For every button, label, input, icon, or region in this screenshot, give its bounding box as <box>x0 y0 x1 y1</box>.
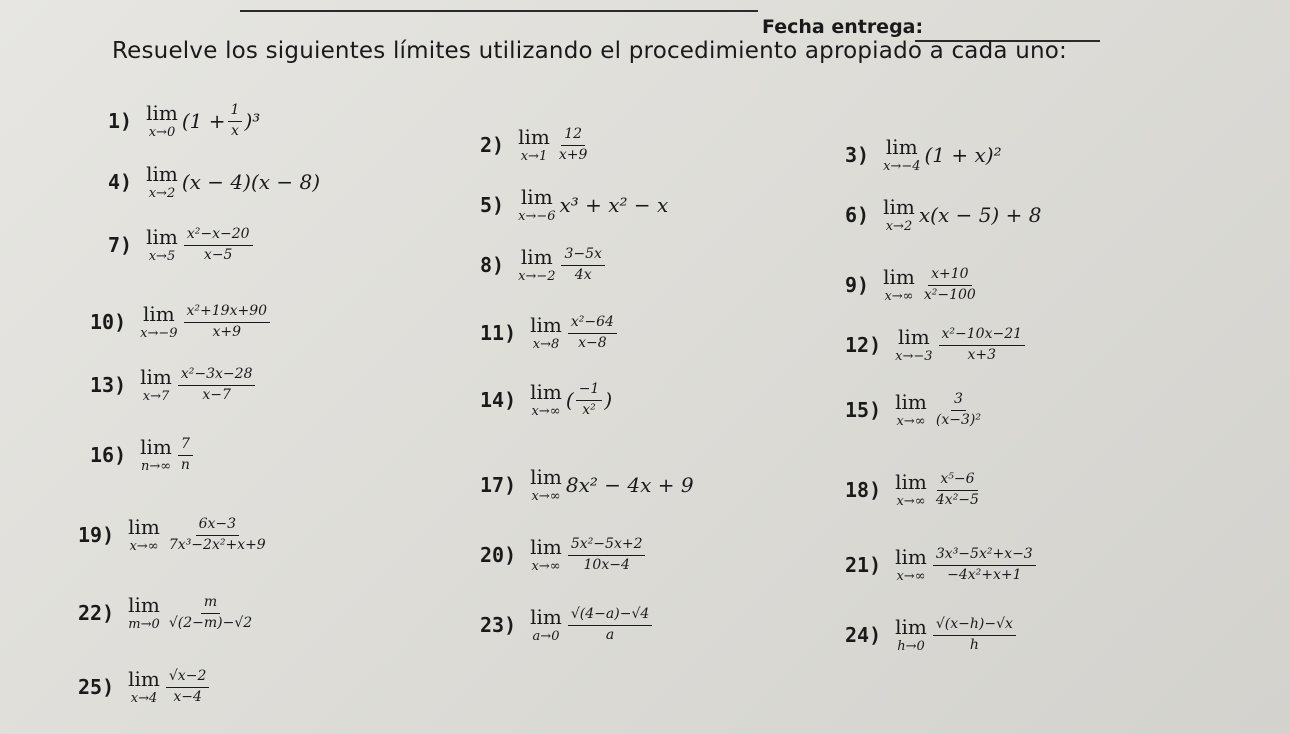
problem-number: 19) <box>78 523 115 547</box>
fraction <box>178 437 193 473</box>
limit-approach: x→∞ <box>531 489 561 504</box>
problem-number: 13) <box>90 373 127 397</box>
fraction <box>939 327 1026 363</box>
denominator: x−7 <box>202 386 231 403</box>
lim-word: lim <box>883 265 915 289</box>
limit-approach: x→∞ <box>129 539 159 554</box>
numerator: x²−3x−28 <box>178 367 256 385</box>
lim-word: lim <box>146 101 178 125</box>
limit-expression <box>931 392 986 428</box>
lim-word: lim <box>140 365 172 389</box>
numerator: m <box>201 595 220 613</box>
limit-expression <box>919 267 981 303</box>
limit-operator <box>895 327 932 363</box>
limit-operator <box>530 315 562 351</box>
limit-expression <box>164 669 211 705</box>
limit-approach: x→8 <box>532 337 560 352</box>
fraction <box>184 304 271 340</box>
limit-expression <box>937 327 1028 363</box>
fraction <box>228 103 243 139</box>
limit-expression <box>566 382 612 418</box>
limit-approach: x→0 <box>148 125 176 140</box>
denominator: x² <box>582 401 596 418</box>
limit-operator <box>518 247 555 283</box>
limit-problem-16 <box>90 420 195 490</box>
denominator: h <box>969 636 979 653</box>
limit-problem-25 <box>78 652 211 722</box>
fraction <box>568 537 646 573</box>
problem-number: 17) <box>480 473 517 497</box>
limit-operator <box>128 669 160 705</box>
fraction <box>921 267 979 303</box>
expression-text: ( <box>565 388 574 412</box>
limit-approach: x→−3 <box>895 349 933 364</box>
limit-problem-12 <box>845 310 1027 380</box>
limit-expression <box>924 143 1001 167</box>
problem-number: 10) <box>90 310 127 334</box>
problem-number: 15) <box>845 398 882 422</box>
problem-number: 4) <box>108 170 133 194</box>
limit-expression <box>176 437 195 473</box>
limit-expression <box>919 203 1042 227</box>
numerator: x+10 <box>928 267 971 285</box>
problem-number: 23) <box>480 613 517 637</box>
lim-word: lim <box>146 225 178 249</box>
limit-approach: h→0 <box>897 639 925 654</box>
denominator: a <box>605 626 615 643</box>
fraction <box>561 247 604 283</box>
numerator: x²−64 <box>568 315 617 333</box>
numerator: 12 <box>561 127 585 145</box>
problem-number: 16) <box>90 443 127 467</box>
problem-number: 7) <box>108 233 133 257</box>
limit-problem-4 <box>108 147 320 217</box>
fraction <box>933 392 984 428</box>
lim-word: lim <box>142 302 175 326</box>
limit-approach: x→4 <box>130 691 158 706</box>
numerator: 3 <box>951 392 966 410</box>
limit-operator <box>895 472 927 508</box>
limit-problem-21 <box>845 530 1038 600</box>
denominator: x+9 <box>212 323 242 340</box>
limit-expression <box>182 103 260 139</box>
limit-problem-7 <box>108 210 255 280</box>
lim-word: lim <box>530 313 562 337</box>
problem-number: 3) <box>845 143 870 167</box>
problem-number: 12) <box>845 333 882 357</box>
problem-number: 8) <box>480 253 505 277</box>
limit-approach: x→∞ <box>884 289 914 304</box>
numerator: √x−2 <box>166 669 209 687</box>
numerator: −1 <box>576 382 603 400</box>
numerator: √(4−a)−√4 <box>568 607 652 625</box>
limit-operator <box>140 437 172 473</box>
expression-text: x(x − 5) + 8 <box>918 203 1042 227</box>
denominator: x²−100 <box>923 286 976 303</box>
limit-expression <box>559 193 668 217</box>
limit-operator <box>146 164 178 200</box>
numerator: x²−x−20 <box>184 227 253 245</box>
fraction <box>568 607 652 643</box>
limit-operator <box>530 382 562 418</box>
lim-word: lim <box>518 125 550 149</box>
fraction <box>933 472 982 508</box>
limit-approach: x→∞ <box>896 569 926 584</box>
denominator: n <box>180 456 190 473</box>
limit-problem-1 <box>108 86 260 156</box>
limit-problem-22 <box>78 578 257 648</box>
lim-word: lim <box>530 535 562 559</box>
limit-expression <box>182 227 255 263</box>
numerator: x²−10x−21 <box>939 327 1026 345</box>
limit-problem-24 <box>845 600 1018 670</box>
lim-word: lim <box>885 135 918 159</box>
limit-problem-8 <box>480 230 607 300</box>
problem-number: 25) <box>78 675 115 699</box>
limit-operator <box>883 197 915 233</box>
expression-text: )³ <box>244 109 261 133</box>
problem-number: 21) <box>845 553 882 577</box>
denominator: x−5 <box>203 246 233 263</box>
lim-word: lim <box>895 615 927 639</box>
fraction <box>166 517 269 553</box>
numerator: √(x−h)−√x <box>933 617 1016 635</box>
lim-word: lim <box>128 515 160 539</box>
fraction <box>178 367 256 403</box>
numerator: x²+19x+90 <box>184 304 271 322</box>
limit-approach: x→−2 <box>518 269 556 284</box>
limit-problem-11 <box>480 298 619 368</box>
problem-number: 20) <box>480 543 517 567</box>
limit-problem-19 <box>78 500 271 570</box>
limit-expression <box>931 617 1018 653</box>
problem-number: 11) <box>480 321 517 345</box>
denominator: (x−3)² <box>935 411 981 428</box>
fraction <box>576 382 603 418</box>
limit-problem-6 <box>845 180 1041 250</box>
problem-number: 18) <box>845 478 882 502</box>
fraction <box>933 547 1036 583</box>
problem-number: 9) <box>845 273 870 297</box>
expression-text: ) <box>604 388 613 412</box>
limit-approach: a→0 <box>532 629 560 644</box>
lim-word: lim <box>520 245 553 269</box>
limit-operator <box>128 595 160 631</box>
limit-operator <box>128 517 160 553</box>
lim-word: lim <box>146 162 178 186</box>
limit-expression <box>559 247 606 283</box>
limit-expression <box>164 517 271 553</box>
limit-operator <box>895 547 927 583</box>
lim-word: lim <box>883 195 915 219</box>
denominator: 10x−4 <box>583 556 630 573</box>
fraction <box>166 669 209 705</box>
limit-operator <box>530 467 562 503</box>
denominator: −4x²+x+1 <box>947 566 1022 583</box>
limit-problem-18 <box>845 455 984 525</box>
limit-problem-14 <box>480 365 612 435</box>
limit-approach: x→2 <box>148 186 176 201</box>
numerator: 3−5x <box>561 247 604 265</box>
fraction <box>184 227 253 263</box>
expression-text: (x − 4)(x − 8) <box>181 170 321 194</box>
limit-operator <box>140 304 177 340</box>
numerator: 5x²−5x+2 <box>568 537 646 555</box>
numerator: x⁵−6 <box>937 472 977 490</box>
limit-operator <box>895 392 927 428</box>
fraction <box>166 595 255 631</box>
expression-text: x³ + x² − x <box>559 193 669 217</box>
limit-approach: x→−9 <box>140 326 178 341</box>
limit-approach: x→−6 <box>518 209 556 224</box>
problem-number: 5) <box>480 193 505 217</box>
expression-text: (1 + <box>181 109 226 133</box>
denominator: 7x³−2x²+x+9 <box>168 536 266 553</box>
limit-operator <box>530 607 562 643</box>
limit-approach: x→∞ <box>896 494 926 509</box>
limit-expression <box>566 315 619 351</box>
limit-expression <box>554 127 593 163</box>
numerator: 3x³−5x²+x−3 <box>933 547 1036 565</box>
lim-word: lim <box>895 390 927 414</box>
limit-approach: x→∞ <box>531 404 561 419</box>
limit-operator <box>883 137 920 173</box>
denominator: x−4 <box>173 688 202 705</box>
instructions: Resuelve los siguientes límites utilizando el procedimiento apropiado a cada uno: <box>112 38 1067 64</box>
limit-expression <box>566 473 694 497</box>
lim-word: lim <box>520 185 553 209</box>
limit-operator <box>146 227 178 263</box>
limit-problem-13 <box>90 350 257 420</box>
limit-problem-23 <box>480 590 654 660</box>
limit-expression <box>566 607 654 643</box>
limit-operator <box>530 537 562 573</box>
numerator: 7 <box>178 437 193 455</box>
lim-word: lim <box>895 545 927 569</box>
denominator: 4x <box>574 266 592 283</box>
limit-approach: x→−4 <box>883 159 921 174</box>
limit-expression <box>182 304 273 340</box>
lim-word: lim <box>128 667 160 691</box>
lim-word: lim <box>897 325 930 349</box>
lim-word: lim <box>530 465 562 489</box>
limit-approach: x→1 <box>520 149 548 164</box>
limit-approach: x→5 <box>148 249 176 264</box>
problem-number: 2) <box>480 133 505 157</box>
fraction <box>556 127 591 163</box>
top-rule <box>240 10 758 12</box>
limit-expression <box>176 367 258 403</box>
limit-expression <box>164 595 257 631</box>
limit-expression <box>566 537 648 573</box>
limit-operator <box>518 187 555 223</box>
denominator: x+9 <box>558 146 588 163</box>
lim-word: lim <box>128 593 160 617</box>
problem-number: 1) <box>108 109 133 133</box>
problem-number: 24) <box>845 623 882 647</box>
numerator: 6x−3 <box>196 517 239 535</box>
problem-number: 22) <box>78 601 115 625</box>
expression-text: (1 + x)² <box>924 143 1002 167</box>
denominator: x <box>231 122 239 139</box>
limit-problem-15 <box>845 375 986 445</box>
limit-approach: x→7 <box>142 389 170 404</box>
due-date-label: Fecha entrega: <box>762 16 924 38</box>
denominator: 4x²−5 <box>935 491 979 508</box>
limit-approach: n→∞ <box>140 459 172 474</box>
problem-number: 14) <box>480 388 517 412</box>
limit-approach: x→2 <box>885 219 913 234</box>
limit-problem-17 <box>480 450 694 520</box>
limit-operator <box>883 267 915 303</box>
lim-word: lim <box>140 435 172 459</box>
limit-expression <box>931 547 1038 583</box>
limit-operator <box>146 103 178 139</box>
expression-text: 8x² − 4x + 9 <box>565 473 694 497</box>
limit-operator <box>895 617 927 653</box>
numerator: 1 <box>228 103 243 121</box>
lim-word: lim <box>895 470 927 494</box>
limit-operator <box>518 127 550 163</box>
fraction <box>933 617 1016 653</box>
limit-problem-20 <box>480 520 647 590</box>
limit-operator <box>140 367 172 403</box>
limit-expression <box>182 170 320 194</box>
problem-number: 6) <box>845 203 870 227</box>
limit-expression <box>931 472 984 508</box>
fraction <box>568 315 617 351</box>
lim-word: lim <box>530 380 562 404</box>
limit-approach: m→0 <box>128 617 160 632</box>
denominator: x+3 <box>967 346 997 363</box>
lim-word: lim <box>530 605 562 629</box>
limit-approach: x→∞ <box>896 414 926 429</box>
limit-approach: x→∞ <box>531 559 561 574</box>
denominator: x−8 <box>578 334 607 351</box>
denominator: √(2−m)−√2 <box>168 614 253 631</box>
limit-problem-10 <box>90 287 272 357</box>
